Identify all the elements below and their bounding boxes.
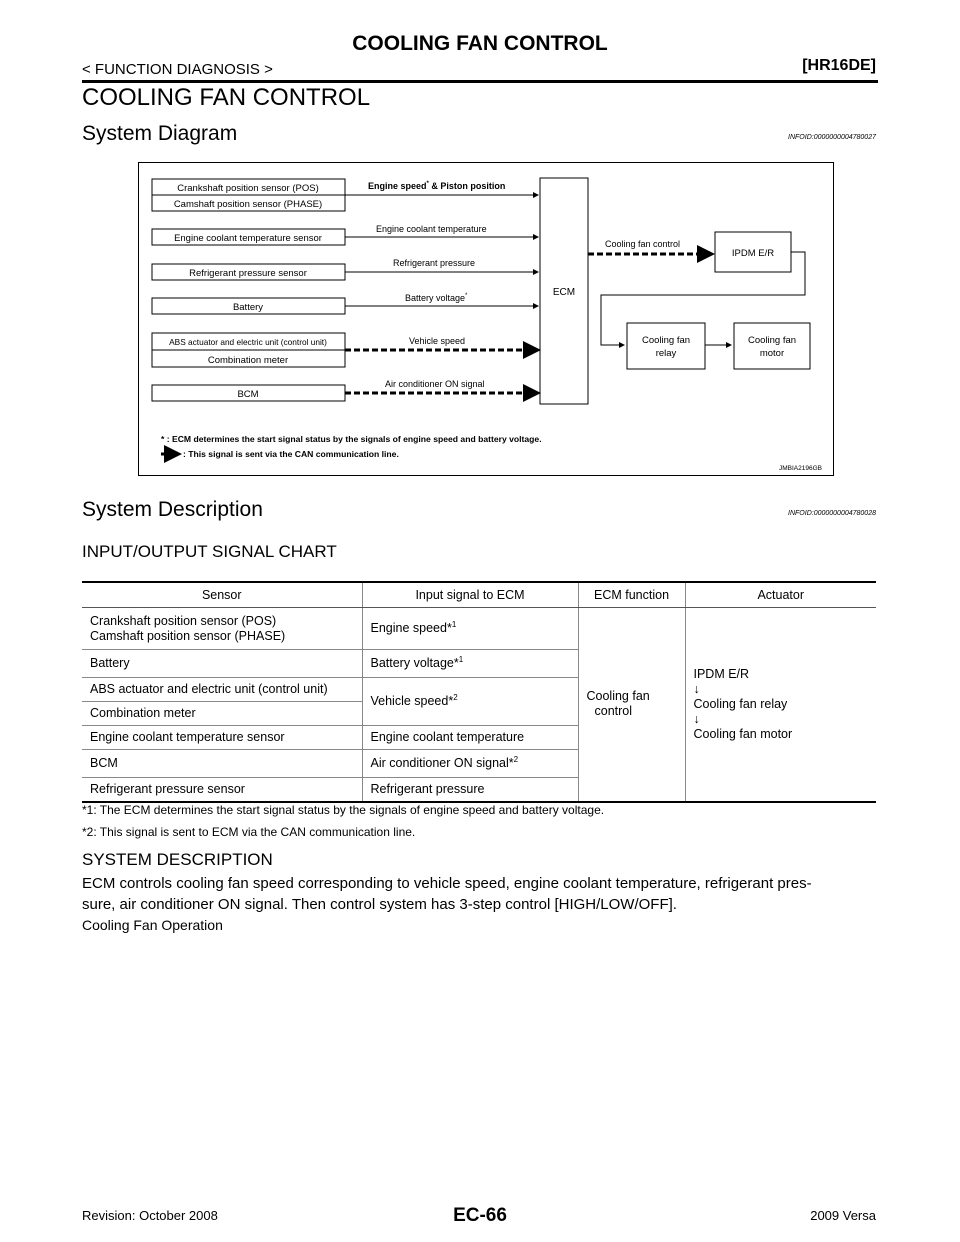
ecm-function-cell: Cooling fan control: [578, 608, 685, 802]
signal-cell: Refrigerant pressure: [362, 778, 578, 802]
system-diagram-heading: System Diagram: [82, 122, 238, 145]
signal-cell: Battery voltage*$^1$: [362, 650, 578, 678]
ac-on-signal: Air conditioner ON signal: [385, 379, 485, 389]
diagram-note-can: : This signal is sent via the CAN communication line.: [183, 449, 399, 459]
system-diagram-infoid: INFOID:0000000004780027: [788, 134, 876, 141]
paragraph-line-1: ECM controls cooling fan speed corresponding to vehicle speed, engine coolant temperature, refrigerant pres-: [82, 875, 812, 892]
section-label: < FUNCTION DIAGNOSIS >: [82, 61, 273, 78]
sensor-cell: Battery: [82, 650, 362, 678]
sensor-cell: Engine coolant temperature sensor: [82, 726, 362, 750]
sensor-cell: BCM: [82, 750, 362, 778]
diagram-note-star: * : ECM determines the start signal status by the signals of engine speed and battery voltage.: [161, 434, 542, 444]
system-description-subheading: SYSTEM DESCRIPTION: [82, 850, 273, 869]
ipdm-label: IPDM E/R: [731, 248, 775, 259]
sensor-cell: ABS actuator and electric unit (control unit): [82, 678, 362, 702]
coolant-temp-signal: Engine coolant temperature: [376, 224, 487, 234]
ecm-label: ECM: [552, 287, 576, 298]
system-description-infoid: INFOID:0000000004780028: [788, 510, 876, 517]
motor-label-line2: motor: [759, 348, 785, 359]
motor-label-line1: Cooling fan: [747, 335, 797, 346]
battery-label: Battery: [232, 302, 264, 313]
actuator-cell: IPDM E/R ↓ Cooling fan relay ↓ Cooling fan motor: [685, 608, 876, 802]
refrig-pressure-signal: Refrigerant pressure: [393, 258, 476, 268]
signal-cell: Engine speed*$^1$: [362, 608, 578, 650]
sensor-cell: Refrigerant pressure sensor: [82, 778, 362, 802]
vehicle-speed-signal: Vehicle speed: [409, 336, 466, 346]
system-diagram: [138, 162, 834, 476]
signal-cell: Vehicle speed*$^2$: [362, 678, 578, 726]
fan-control-signal: Cooling fan control: [605, 239, 681, 249]
refrig-sensor-label: Refrigerant pressure sensor: [189, 268, 307, 279]
bcm-label: BCM: [237, 389, 259, 400]
footer-page-number: EC-66: [453, 1205, 507, 1226]
signal-cell: Engine coolant temperature: [362, 726, 578, 750]
cam-sensor-label: Camshaft position sensor (PHASE): [173, 199, 323, 210]
main-heading: COOLING FAN CONTROL: [82, 84, 371, 111]
col-ecm-function: ECM function: [578, 582, 685, 608]
sensor-cell: Combination meter: [82, 702, 362, 726]
cooling-fan-operation-heading: Cooling Fan Operation: [82, 917, 223, 933]
io-chart-heading: INPUT/OUTPUT SIGNAL CHART: [82, 542, 337, 561]
system-description-paragraph: [82, 873, 878, 915]
page-header-title: COOLING FAN CONTROL: [352, 32, 608, 55]
col-actuator: Actuator: [685, 582, 876, 608]
engine-speed-signal: Engine speed* & Piston position: [368, 181, 506, 191]
footer-model: 2009 Versa: [810, 1208, 876, 1223]
table-row: [82, 608, 876, 650]
table-note-1: *1: The ECM determines the start signal status by the signals of engine speed and battery voltage.: [82, 803, 605, 817]
battery-voltage-signal: Battery voltage*: [405, 293, 468, 303]
header-rule: [82, 80, 878, 83]
combi-meter-label: Combination meter: [207, 355, 289, 366]
col-sensor: Sensor: [82, 582, 362, 608]
footer-revision: Revision: October 2008: [82, 1208, 218, 1223]
relay-box: [627, 323, 705, 369]
crank-sensor-label: Crankshaft position sensor (POS): [177, 183, 319, 194]
paragraph-line-2: sure, air conditioner ON signal. Then control system has 3-step control [HIGH/LOW/OFF].: [82, 896, 677, 913]
sensor-cell: Crankshaft position sensor (POS) Camshaft position sensor (PHASE): [82, 608, 362, 650]
col-input-signal: Input signal to ECM: [362, 582, 578, 608]
engine-code: [HR16DE]: [802, 57, 876, 74]
diagram-image-code: JMBIA2196GB: [779, 465, 822, 472]
table-note-2: *2: This signal is sent to ECM via the CAN communication line.: [82, 825, 416, 839]
system-description-heading: System Description: [82, 498, 263, 521]
coolant-sensor-label: Engine coolant temperature sensor: [174, 233, 322, 244]
relay-label-line1: Cooling fan: [641, 335, 691, 346]
table-header-row: [82, 582, 876, 608]
motor-box: [734, 323, 810, 369]
signal-cell: Air conditioner ON signal*$^2$: [362, 750, 578, 778]
relay-label-line2: relay: [655, 348, 677, 359]
abs-label: ABS actuator and electric unit (control unit): [169, 337, 327, 347]
io-signal-table: [82, 581, 876, 803]
